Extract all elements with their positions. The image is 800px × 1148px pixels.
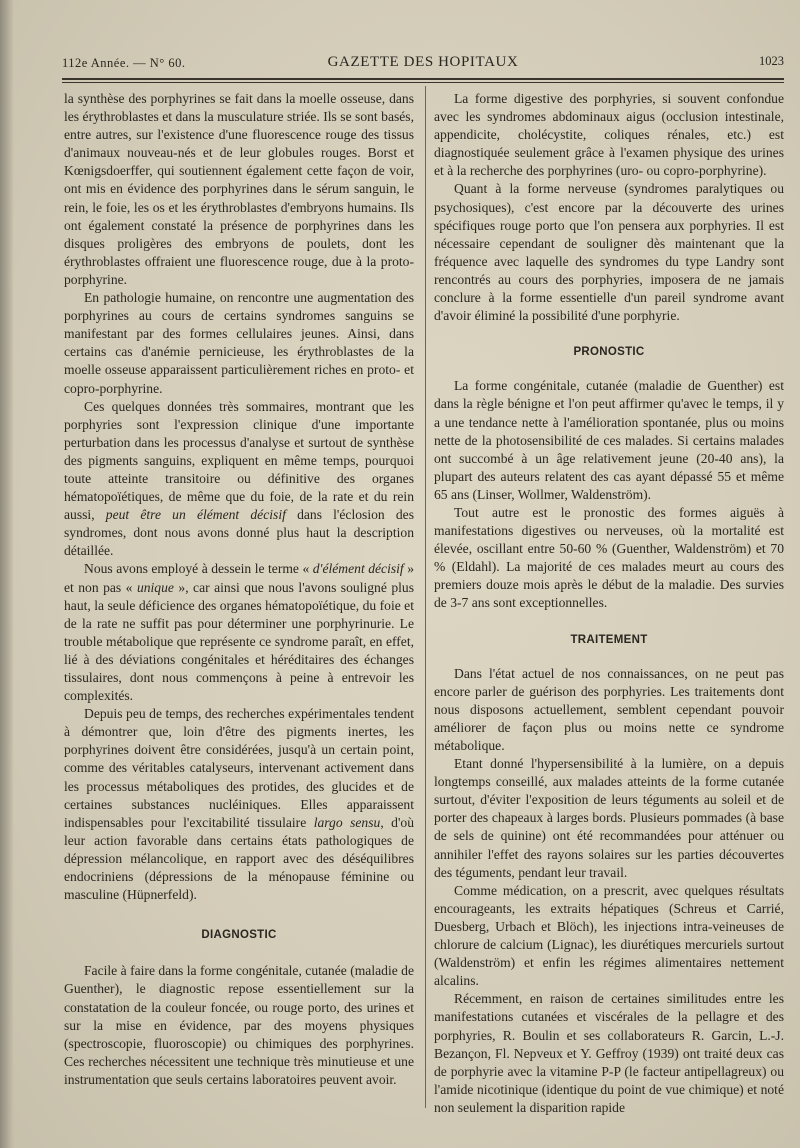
left-column <box>64 90 414 1089</box>
paragraph: Comme médication, on a prescrit, avec quelques résultats encourageants, les extraits hépatiques (Schreus et Carrié, Duesberg, Urbach et Blöch), les injections intra-veineuses de chlorure de calcium (Lignac), les diurétiques mercuriels surtout (Waldenström) et enfin les régimes alimentaires nettement alcalins. <box>434 882 784 989</box>
paragraph: Nous avons employé à dessein le terme « d'élément décisif » et non pas « unique », car ainsi que nous l'avons souligné plus haut, la seule déficience des organes hématopoïétique, du foie et de la rate ne suffit pas pour déterminer une porphyrinurie. Le trouble métabolique que représente ce syndrome paraît, en effet, lié à des déviations congénitales et héréditaires des échanges tissulaires, dont nous commençons à peine à entrevoir les complexités. <box>64 561 414 704</box>
column-divider <box>425 86 426 1108</box>
paragraph: En pathologie humaine, on rencontre une augmentation des porphyrines au cours de certains syndromes sanguins se manifestant par des formes cellulaires jeunes. Ainsi, dans certains cas d'anémie pernicieuse, les érythroblastes de la moelle osseuse apparaissent particulièrement riches en proto- et copro-porphyrine. <box>64 290 414 396</box>
paragraph: Tout autre est le pronostic des formes aiguës à manifestations digestives ou nerveuses, où la mortalité est élevée, oscillant entre 50-60 % (Guenther, Waldenström) et 70 % (Eldahl). La majorité de ces malades meurt au cours des premiers douze mois après le début de la maladie. Des survies de 3-7 ans sont exceptionnelles. <box>434 504 784 611</box>
paragraph: Ces quelques données très sommaires, montrant que les porphyries sont l'expression clinique d'une importante perturbation dans les processus d'analyse et surtout de synthèse des pigments sanguins, expliquent en même temps, pourquoi toute atteinte transitoire ou définitive des organes hématopoïétiques, de même que du foie, de la rate et du rein aussi, peut être un élément décisif dans l'éclosion des syndromes, dont nous avons donné plus haut la description détaillée. <box>64 398 414 559</box>
paragraph: Facile à faire dans la forme congénitale, cutanée (maladie de Guenther), le diagnostic repose essentiellement sur la constatation de la couleur foncée, ou rouge porto, des urines et sur la mise en évidence, par des moyens physiques (spectroscopie, fluoroscopie) ou chimiques des porphyrines. Ces recherches nécessitent une technique très minutieuse et une instrumentation que seuls certains laboratoires peuvent avoir. <box>64 963 414 1087</box>
section-heading-traitement: TRAITEMENT <box>570 633 648 646</box>
page-header <box>62 54 784 76</box>
header-rule-thick <box>62 78 784 80</box>
section-heading-pronostic: PRONOSTIC <box>573 346 645 359</box>
emphasis: d'élément décisif <box>312 561 404 577</box>
paragraph: Quant à la forme nerveuse (syndromes paralytiques ou psychosiques), c'est encore par la découverte des urines spécifiques rouge porto que l'on pensera aux porphyries. Il est nécessaire cependant de souligner dès maintenant que la fréquence avec laquelle des syndromes du type Landry sont rencontrés au cours des porphyries, imposera de ne jamais conclure à la forme essentielle d'un pareil syndrome avant d'avoir éliminé la possibilité d'une porphyrie. <box>434 181 784 324</box>
paragraph: Dans l'état actuel de nos connaissances, on ne peut pas encore parler de guérison des porphyries. Les traitements dont nous disposons actuellement, semblent cependant pouvoir améliorer de façon plus ou moins nette ce syndrome métabolique. <box>434 665 784 753</box>
paragraph: la synthèse des porphyrines se fait dans la moelle osseuse, dans les érythroblastes et dans la musculature striée. Ils se sont basés, entre autres, sur l'existence d'une fluorescence rouge des tissus d'animaux nouveau-nés et de leur globules rouges. Borst et Kœnigsdoerffer, qui soutiennent également cette façon de voir, ont mis en évidence des porphyrines dans le sérum sanguin, le rein, le foie, les os et les érythroblastes d'embryons humains. Ils ont également constaté la présence de porphyrines dans les disques proligères des embryons de poulets, dont les érythroblastes offraient une fluorescence rouge, due à la proto-porphyrine. <box>64 91 414 287</box>
paragraph: Etant donné l'hypersensibilité à la lumière, on a depuis longtemps conseillé, aux malades atteints de la forme cutanée surtout, d'éviter l'exposition de leurs téguments au soleil et de porter des chapeaux à larges bords. Plusieurs pommades (à base de sels de quinine) ont été recommandées pour atténuer ou annihiler l'effet des rayons solaires sur les parties découvertes des téguments, pendant leur travail. <box>434 756 784 880</box>
emphasis: largo sensu <box>313 814 381 830</box>
page-number: 1023 <box>759 54 784 68</box>
paragraph: Récemment, en raison de certaines similitudes entre les manifestations cutanées et viscérales de la pellagre et des porphyries, R. Boulin et ses collaborateurs R. Garcin, L.-J. Bezançon, Fl. Nepveux et Y. Geffroy (1939) ont traité deux cas de porphyrie avec la vitamine P-P (le facteur antipellagreux) ou l'amide nicotinique (identique du point de vue chimique) et noté non seulement la disparition rapide <box>434 991 784 1115</box>
page-binding-edge <box>0 0 14 1148</box>
paragraph: Depuis peu de temps, des recherches expérimentales tendent à démontrer que, loin d'être des pigments inertes, les porphyrines doivent être considérées, jusqu'à un certain point, comme des véritables catalyseurs, intervenant activement dans les processus métaboliques des protides, des glucides et de certaines substances nucléiniques. Elles apparaissent indispensables pour l'excitabilité tissulaire largo sensu, d'où leur action favorable dans certains états pathologiques de dépression mélancolique, en rapport avec des déséquilibres endocriniens (dépressions de la ménopause féminine ou masculine (Hüpnerfeld). <box>64 706 414 903</box>
header-rule-thin <box>62 82 784 83</box>
right-column <box>434 90 784 1117</box>
issue-number: 112e Année. — N° 60. <box>62 56 186 70</box>
emphasis: unique <box>136 579 174 595</box>
emphasis: peut être un élément décisif <box>105 507 286 523</box>
paragraph: La forme congénitale, cutanée (maladie de Guenther) est dans la règle bénigne et l'on peut affirmer qu'avec le temps, il y a une tendance nette à l'amélioration spontanée, plus ou moins nette de la photosensibilité de ces malades. Si certains malades ont succombé à un âge relativement jeune (20-40 ans), la plupart des auteurs relatent des cas ayant dépassé 55 et même 65 ans (Linser, Wollmer, Waldenström). <box>434 378 784 502</box>
journal-title: GAZETTE DES HOPITAUX <box>327 54 519 70</box>
section-heading-diagnostic: DIAGNOSTIC <box>201 929 277 942</box>
paragraph: La forme digestive des porphyries, si souvent confondue avec les syndromes abdominaux aigus (occlusion intestinale, appendicite, cholécystite, coliques rénales, etc.) est diagnostiquée seulement grâce à l'examen physique des urines et à la recherche des porphyrines (uro- ou copro-porphyrine). <box>434 91 784 179</box>
